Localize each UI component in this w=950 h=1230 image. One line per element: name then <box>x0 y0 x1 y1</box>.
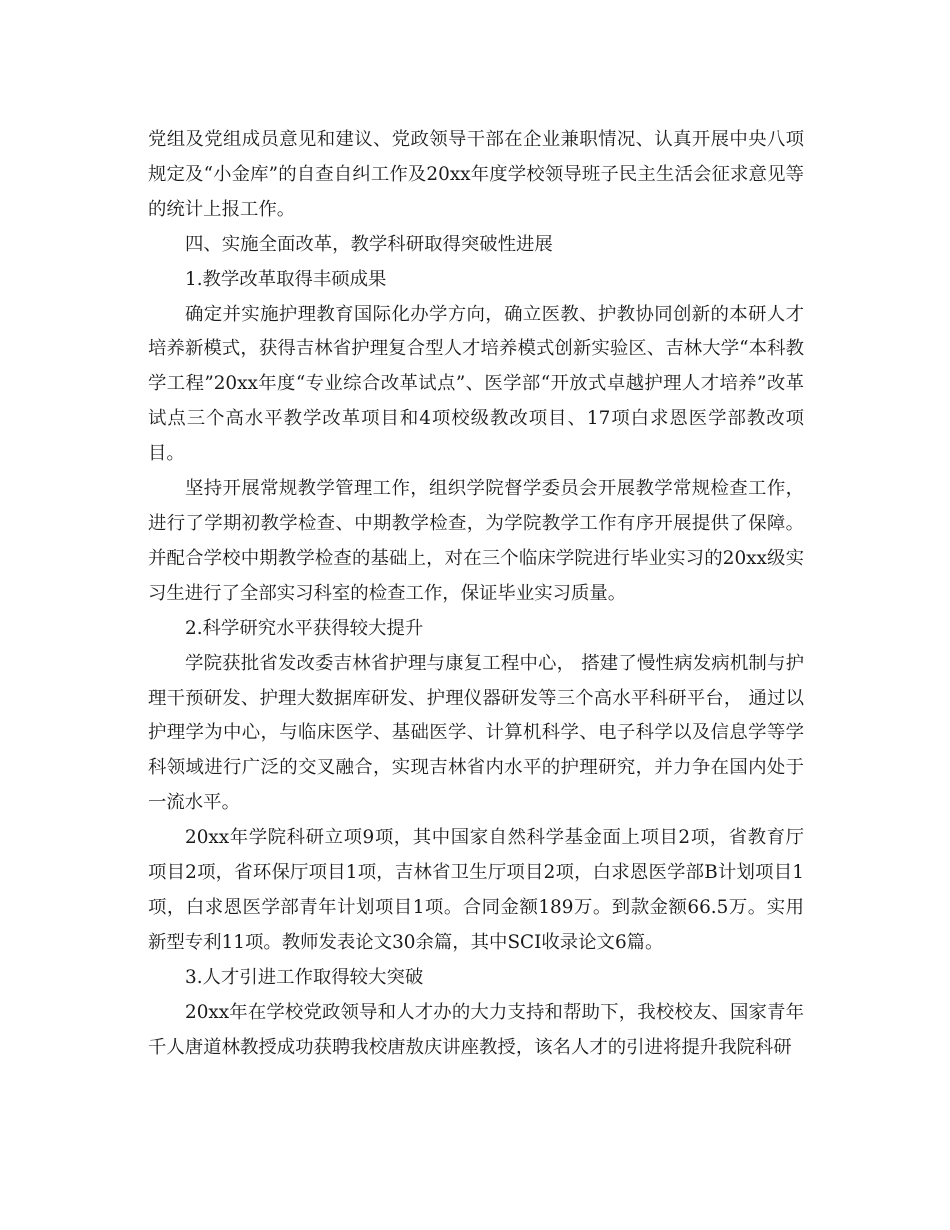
paragraph-talent: 20xx年在学校党政领导和人才办的大力支持和帮助下，我校校友、国家青年千人唐道林教授成功获聘我校唐敖庆讲座教授，该名人才的引进将提升我院科研 <box>148 1001 804 1058</box>
paragraph-teaching-reform: 确定并实施护理教育国际化办学方向，确立医教、护教协同创新的本研人才培养新模式，获得吉林省护理复合型人才培养模式创新实验区、吉林大学“本科教学工程”20xx年度“专业综合改革试点”、医学部“开放式卓越护理人才培养”改革试点三个高水平教学改革项目和4项校级教改项目、17项白求恩医学部教改项目。 <box>148 303 804 465</box>
paragraph-research-center: 学院获批省发改委吉林省护理与康复工程中心， 搭建了慢性病发病机制与护理干预研发、护理大数据库研发、护理仪器研发等三个高水平科研平台， 通过以护理学为中心，与临床医学、基础医学、计算机科学、电子科学以及信息学等学科领域进行广泛的交叉融合，实现吉林省内水平的护理研究，并力争在国内处于一流水平。 <box>148 652 804 814</box>
paragraph-continuation: 党组及党组成员意见和建议、党政领导干部在企业兼职情况、认真开展中央八项规定及“小金库”的自查自纠工作及20xx年度学校领导班子民主生活会征求意见等的统计上报工作。 <box>148 129 804 220</box>
subheading-teaching-reform: 1.教学改革取得丰硕成果 <box>185 268 387 290</box>
paragraph-research-projects: 20xx年学院科研立项9项，其中国家自然科学基金面上项目2项，省教育厅项目2项，省环保厅项目1项，吉林省卫生厅项目2项，白求恩医学部B计划项目1项，白求恩医学部青年计划项目1项。合同金额189万。到款金额66.5万。实用新型专利11项。教师发表论文30余篇，其中SCI收录论文6篇。 <box>148 827 804 953</box>
paragraph-teaching-management: 坚持开展常规教学管理工作，组织学院督学委员会开展教学常规检查工作，进行了学期初教学检查、中期教学检查，为学院教学工作有序开展提供了保障。并配合学校中期教学检查的基础上，对在三个临床学院进行毕业实习的20xx级实习生进行了全部实习科室的检查工作，保证毕业实习质量。 <box>148 478 804 604</box>
subheading-research: 2.科学研究水平获得较大提升 <box>185 617 424 639</box>
document-body <box>148 123 804 1065</box>
subheading-talent: 3.人才引进工作取得较大突破 <box>185 966 424 988</box>
section-heading-reform: 四、实施全面改革，教学科研取得突破性进展 <box>185 233 553 255</box>
